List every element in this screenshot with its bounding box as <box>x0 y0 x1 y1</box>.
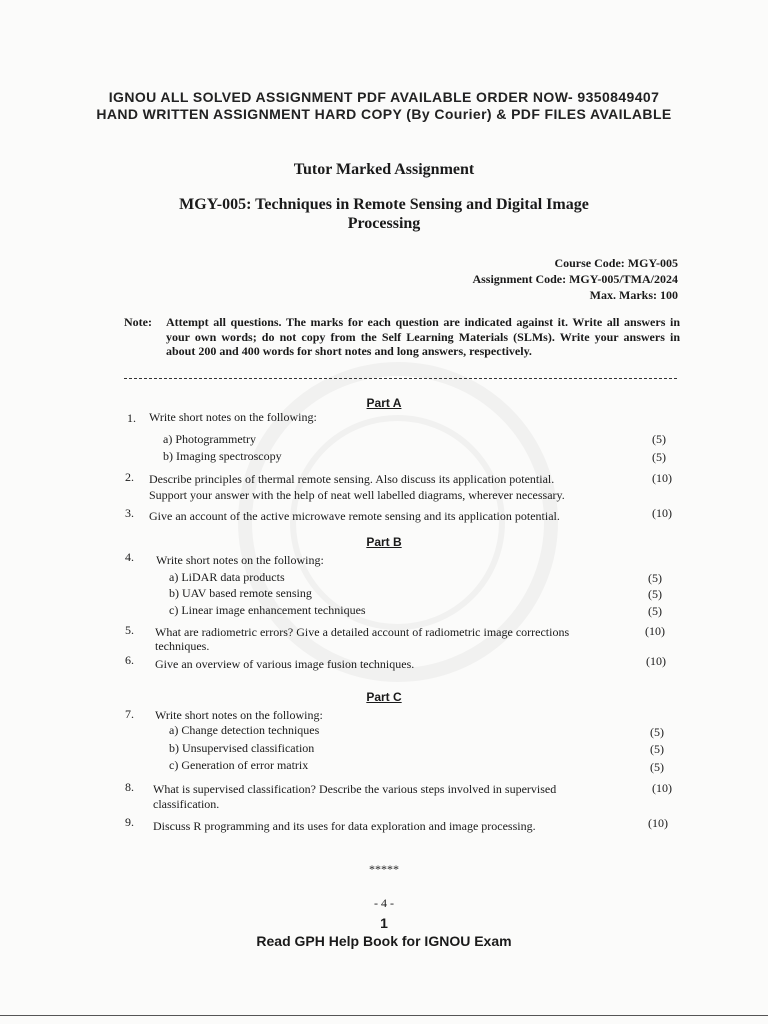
sub-question: c) Generation of error matrix <box>169 758 309 772</box>
question-number: 5. <box>125 623 134 637</box>
course-code: Course Code: MGY-005 <box>554 256 678 270</box>
assignment-meta <box>472 255 678 303</box>
question-marks: (5) <box>648 587 662 601</box>
question-marks: (10) <box>652 506 672 520</box>
sub-question: a) Photogrammetry <box>163 432 256 446</box>
question-text-continued: classification. <box>153 797 220 811</box>
question-marks: (5) <box>648 604 662 618</box>
instructions-note <box>124 315 680 359</box>
question-number: 8. <box>125 780 134 794</box>
question-marks: (10) <box>652 781 672 795</box>
part-c-heading: Part C <box>366 690 402 704</box>
question-marks: (5) <box>650 725 664 739</box>
page-title: Tutor Marked Assignment <box>293 161 475 178</box>
question-number: 4. <box>125 550 134 564</box>
sub-question: b) Imaging spectroscopy <box>163 449 282 463</box>
question-text-continued: Support your answer with the help of neat well labelled diagrams, wherever necessary. <box>149 488 565 502</box>
course-title-line1: MGY-005: Techniques in Remote Sensing and Digital Image <box>179 196 589 213</box>
question-number: 3. <box>125 506 134 520</box>
question-text: Give an overview of various image fusion techniques. <box>155 657 415 671</box>
sub-question: a) LiDAR data products <box>169 570 285 584</box>
question-number: 2. <box>125 470 134 484</box>
part-b-heading: Part B <box>366 535 402 549</box>
question-text: Discuss R programming and its uses for data exploration and image processing. <box>153 819 536 833</box>
end-marker: ***** <box>369 862 399 876</box>
promo-banner-line2: HAND WRITTEN ASSIGNMENT HARD COPY (By Courier) & PDF FILES AVAILABLE <box>96 106 672 122</box>
part-a-heading: Part A <box>366 396 402 410</box>
question-marks: (5) <box>652 450 666 464</box>
question-text: Describe principles of thermal remote sensing. Also discuss its application potential. <box>149 472 555 486</box>
question-text: Write short notes on the following: <box>149 410 317 424</box>
question-marks: (10) <box>646 654 666 668</box>
promo-banner-line1: IGNOU ALL SOLVED ASSIGNMENT PDF AVAILABLE ORDER NOW- 9350849407 <box>108 89 660 105</box>
question-number: 9. <box>125 815 134 829</box>
assignment-code: Assignment Code: MGY-005/TMA/2024 <box>472 272 678 286</box>
max-marks: Max. Marks: 100 <box>589 288 678 302</box>
sub-question: b) Unsupervised classification <box>169 741 315 755</box>
question-marks: (5) <box>650 742 664 756</box>
course-title-line2: Processing <box>347 215 421 232</box>
sub-question: c) Linear image enhancement techniques <box>169 603 366 617</box>
sub-question: b) UAV based remote sensing <box>169 586 312 600</box>
question-marks: (10) <box>652 471 672 485</box>
page-marker: - 4 - <box>374 896 394 910</box>
question-text: Write short notes on the following: <box>156 553 324 567</box>
question-number: 6. <box>125 653 134 667</box>
question-marks: (5) <box>652 432 666 446</box>
question-text: Give an account of the active microwave remote sensing and its application potential. <box>149 509 560 523</box>
page-number: 1 <box>380 915 388 931</box>
question-marks: (10) <box>645 624 665 638</box>
sub-question: a) Change detection techniques <box>169 723 320 737</box>
question-number: 7. <box>125 707 134 721</box>
question-text: What is supervised classification? Describe the various steps involved in supervised <box>153 782 557 796</box>
question-marks: (5) <box>650 760 664 774</box>
question-text-continued: techniques. <box>155 639 210 653</box>
note-label: Note: <box>124 315 152 329</box>
question-marks: (10) <box>648 816 668 830</box>
note-text: Attempt all questions. The marks for each question are indicated against it. Write all answers in your own words; do not copy from the Self Learning Materials (SLMs). Write your answers in about 200 and 400 words for short notes and long answers, respectively. <box>166 315 680 358</box>
footer-tagline: Read GPH Help Book for IGNOU Exam <box>256 933 512 949</box>
question-marks: (5) <box>648 571 662 585</box>
question-text: Write short notes on the following: <box>155 708 323 722</box>
question-text: What are radiometric errors? Give a detailed account of radiometric image corrections <box>155 625 570 639</box>
question-number: 1. <box>127 411 136 425</box>
bottom-edge-line <box>0 1015 768 1016</box>
section-divider <box>124 378 677 379</box>
